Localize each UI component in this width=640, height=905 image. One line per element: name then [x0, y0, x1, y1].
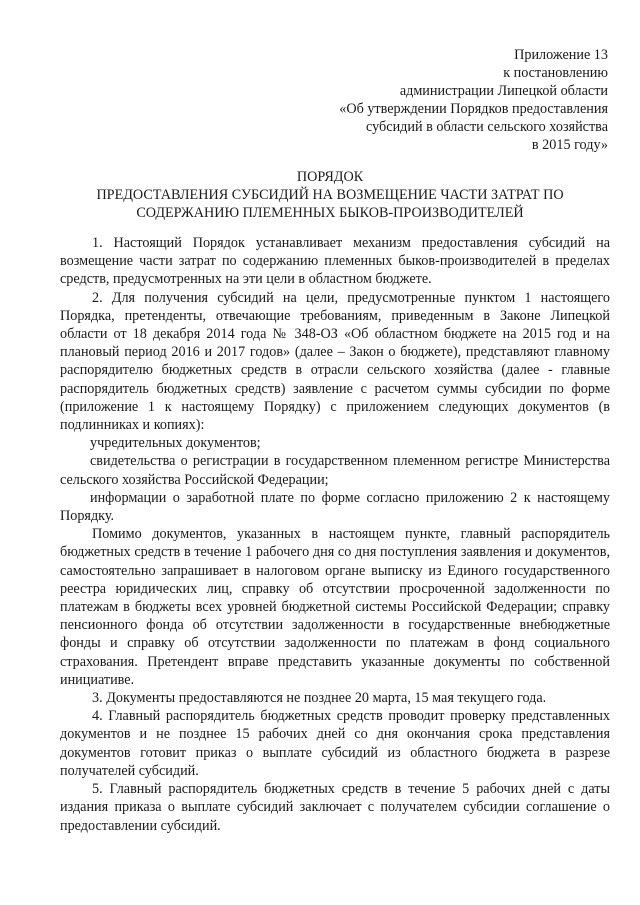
paragraph-list-item: информации о заработной плате по форме согласно приложению 2 к настоящему Порядку. [60, 489, 610, 525]
paragraph-list-item: свидетельства о регистрации в государственном племенном регистре Министерства сельского хозяйства Российской Федерации; [60, 453, 610, 488]
paragraph-list-item: учредительных документов; [90, 435, 261, 452]
paragraph-documents: Помимо документов, указанных в настоящем пункте, главный распорядитель бюджетных средств в течение 1 рабочего дня со дня поступления заявления и документов, самостоятельно запрашивает в налоговом органе выписку из Единого государственного реестра юридических лиц, справку об отсутствии просроченной задолженности по платежам в бюджеты всех уровней бюджетной системы Российской Федерации; справку пенсионного фонда об отсутствии задолженности в государственные внебюджетные фонды и справку об отсутствии задолженности по платежам в фонд социального страхования. Претендент вправе представить указанные документы по собственной инициативе. [60, 526, 610, 688]
document-body [60, 234, 610, 835]
paragraph-2: 2. Для получения субсидий на цели, предусмотренные пунктом 1 настоящего Порядка, претенденты, отвечающие требованиям, приведенным в Законе Липецкой области от 18 декабря 2014 года № 348-ОЗ «Об областном бюджете на 2015 год и на плановый период 2016 и 2017 годов» (далее – Закон о бюджете), представляют главному распорядителю бюджетных средств в отрасли сельского хозяйства (далее - главные распорядитель бюджетных средств) заявление с расчетом суммы субсидии по форме (приложение 1 к настоящему Порядку) с приложением следующих документов (в подлинниках и копиях): [60, 289, 610, 434]
title-line: СОДЕРЖАНИЮ ПЛЕМЕННЫХ БЫКОВ-ПРОИЗВОДИТЕЛЕЙ [136, 205, 524, 221]
title-line: ПОРЯДОК [296, 169, 364, 185]
appendix-line: в 2015 году» [531, 137, 608, 153]
appendix-line: «Об утверждении Порядков предоставления [339, 101, 608, 117]
paragraph-3: 3. Документы предоставляются не позднее 20 марта, 15 мая текущего года. [92, 690, 547, 707]
document-title [60, 168, 600, 222]
appendix-line: администрации Липецкой области [399, 83, 608, 99]
appendix-line: к постановлению [503, 65, 608, 81]
title-line: ПРЕДОСТАВЛЕНИЯ СУБСИДИЙ НА ВОЗМЕЩЕНИЕ ЧАСТИ ЗАТРАТ ПО [96, 187, 564, 203]
paragraph-5: 5. Главный распорядитель бюджетных средств в течение 5 рабочих дней с даты издания приказа о выплате субсидий заключает с получателем субсидии соглашение о предоставлении субсидий. [60, 781, 610, 834]
appendix-line: Приложение 13 [514, 47, 608, 63]
paragraph-4: 4. Главный распорядитель бюджетных средств проводит проверку представленных документов и не позднее 15 рабочих дней со дня окончания срока представления документов готовит приказ о выплате субсидий из областного бюджета в разрезе получателей субсидий. [60, 708, 610, 779]
appendix-header [268, 46, 608, 154]
appendix-line: субсидий в области сельского хозяйства [366, 119, 608, 135]
paragraph-1: 1. Настоящий Порядок устанавливает механизм предоставления субсидий на возмещение части затрат по содержанию племенных быков-производителей в пределах средств, предусмотренных на эти цели в областном бюджете. [60, 235, 610, 288]
